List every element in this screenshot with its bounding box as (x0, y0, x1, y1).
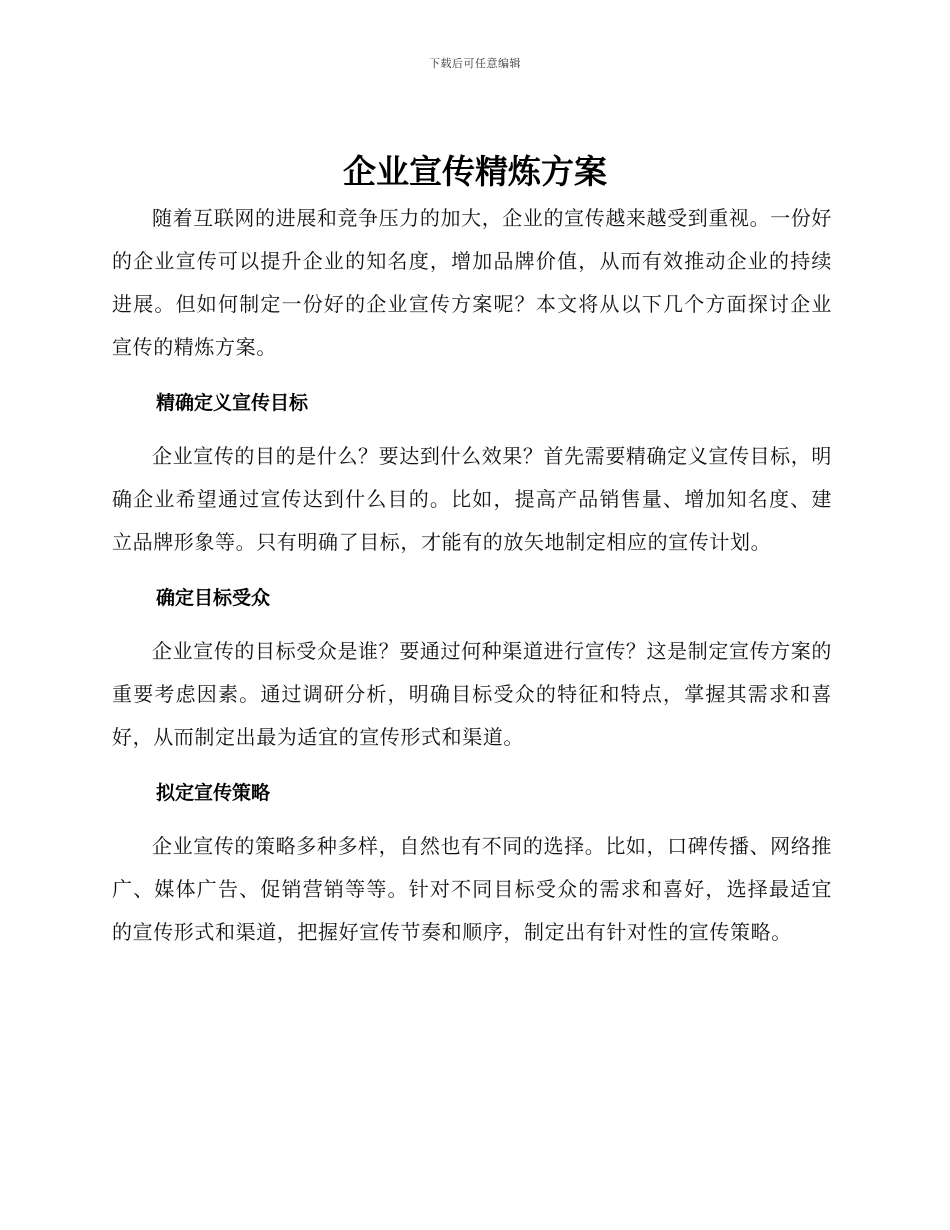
section-paragraph-strategy: 企业宣传的策略多种多样，自然也有不同的选择。比如，口碑传播、网络推广、媒体广告、促销营销等等。针对不同目标受众的需求和喜好，选择最适宜的宣传形式和渠道，把握好宣传节奏和顺序，制定出有针对性的宣传策略。 (112, 834, 832, 944)
intro-paragraph: 随着互联网的进展和竞争压力的加大，企业的宣传越来越受到重视。一份好的企业宣传可以提升企业的知名度，增加品牌价值，从而有效推动企业的持续进展。但如何制定一份好的企业宣传方案呢？本文将从以下几个方面探讨企业宣传的精炼方案。 (112, 206, 832, 359)
document-body (112, 197, 832, 954)
section-heading-strategy: 拟定宣传策略 (156, 782, 271, 804)
section-paragraph-audience: 企业宣传的目标受众是谁？要通过何种渠道进行宣传？这是制定宣传方案的重要考虑因素。通过调研分析，明确目标受众的特征和特点，掌握其需求和喜好，从而制定出最为适宜的宣传形式和渠道。 (112, 639, 832, 749)
document-title: 企业宣传精炼方案 (343, 152, 607, 191)
section-paragraph-goals: 企业宣传的目的是什么？要达到什么效果？首先需要精确定义宣传目标，明确企业希望通过宣传达到什么目的。比如，提高产品销售量、增加知名度、建立品牌形象等。只有明确了目标，才能有的放矢地制定相应的宣传计划。 (112, 444, 832, 554)
header-note: 下载后可任意编辑 (429, 57, 521, 70)
section-heading-audience: 确定目标受众 (156, 587, 271, 609)
section-heading-goals: 精确定义宣传目标 (156, 392, 309, 414)
